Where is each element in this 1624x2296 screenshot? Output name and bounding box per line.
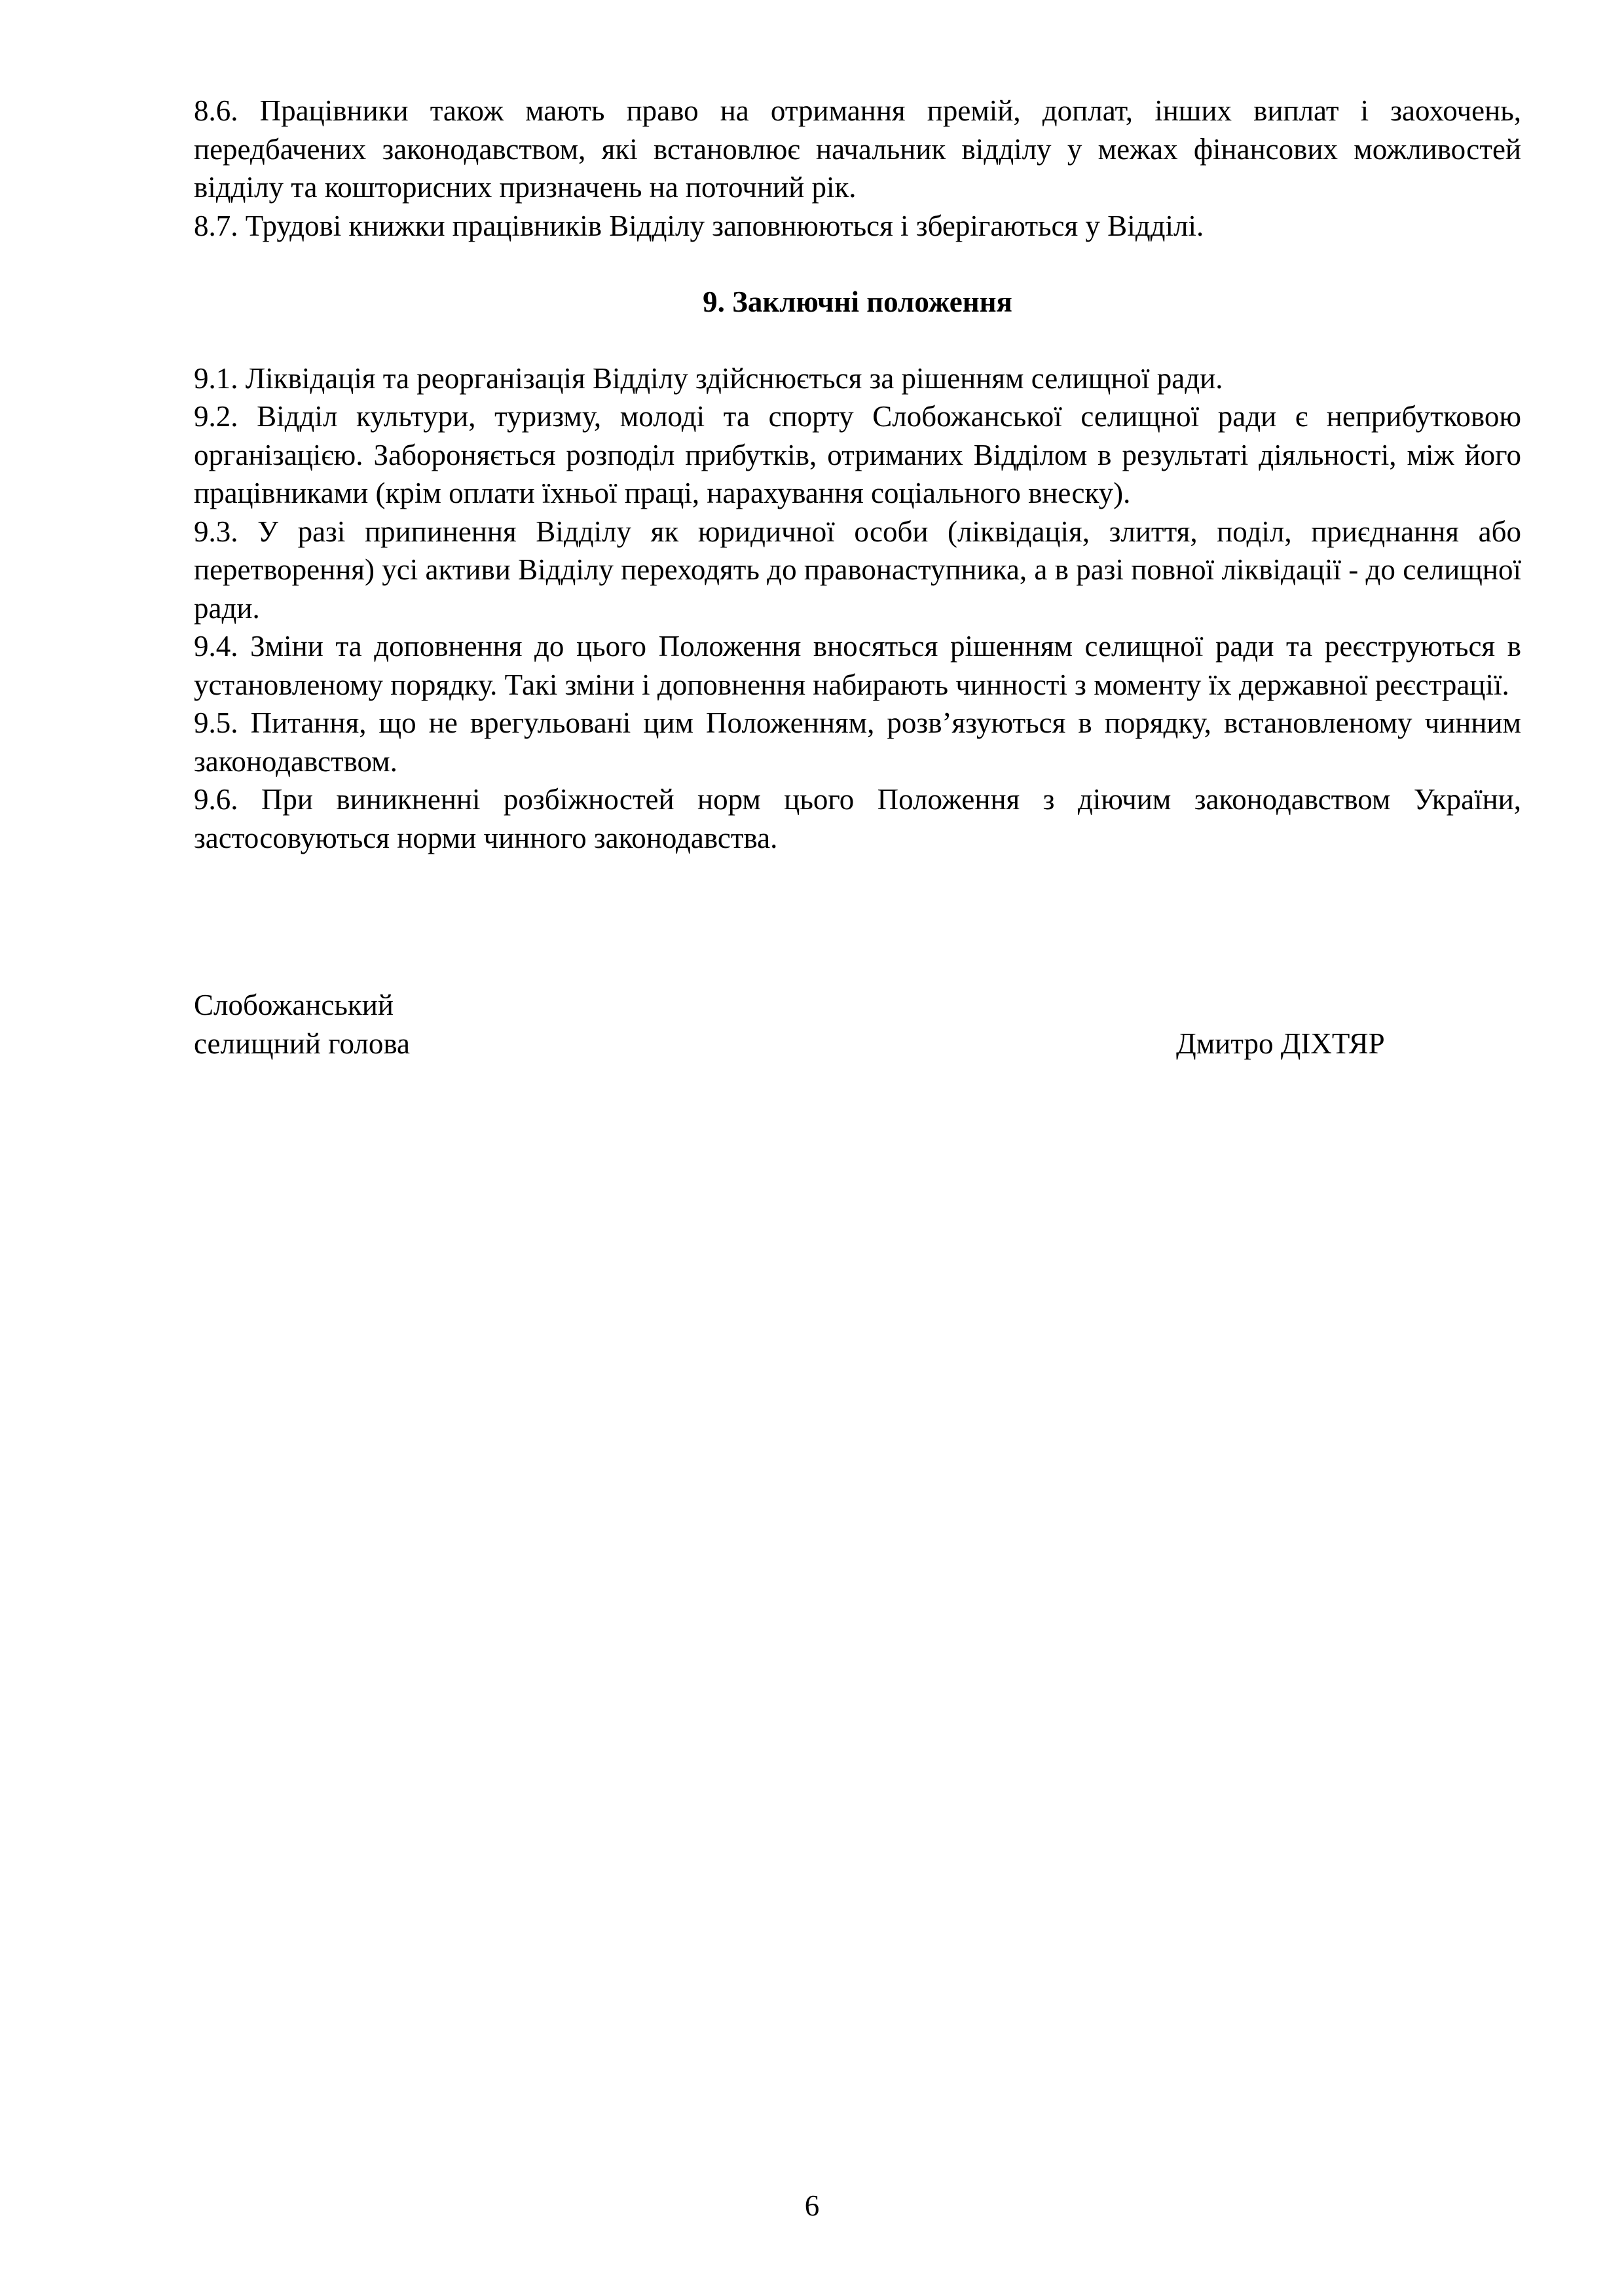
paragraph-8-7: 8.7. Трудові книжки працівників Відділу заповнюються і зберігаються у Відділі.: [194, 209, 1204, 242]
section-heading-9: 9. Заключні положення: [703, 285, 1012, 318]
paragraph-9-2: 9.2. Відділ культури, туризму, молоді та спорту Слобожанської селищної ради є неприбутковою організацією. Забороняється розподіл прибутків, отриманих Відділом в результаті діяльності, між його працівниками (крім оплати їхньої праці, нарахування соціального внеску).: [194, 400, 1521, 509]
signatory-title-line2: селищний голова: [194, 1027, 411, 1060]
paragraph-8-6: 8.6. Працівники також мають право на отримання премій, доплат, інших виплат і заохочень, передбачених законодавством, які встановлює начальник відділу у межах фінансових можливостей відділу та кошторисних призначень на поточний рік.: [194, 94, 1521, 204]
paragraph-9-5: 9.5. Питання, що не врегульовані цим Положенням, розв’язуються в порядку, встановленому чинним законодавством.: [194, 706, 1521, 778]
document-body: [194, 92, 1521, 857]
paragraph-9-1: 9.1. Ліквідація та реорганізація Відділу здійснюється за рішенням селищної ради.: [194, 361, 1223, 395]
paragraph-9-6: 9.6. При виникненні розбіжностей норм цього Положення з діючим законодавством України, застосовуються норми чинного законодавства.: [194, 783, 1521, 854]
signatory-title: [194, 986, 410, 1063]
signatory-title-line1: Слобожанський: [194, 989, 394, 1021]
page-number: 6: [804, 2189, 820, 2222]
signatory-name: Дмитро ДІХТЯР: [1176, 1027, 1385, 1060]
paragraph-9-3: 9.3. У разі припинення Відділу як юридичної особи (ліквідація, злиття, поділ, приєднання або перетворення) усі активи Відділу переходять до правонаступника, а в разі повної ліквідації - до селищної ради.: [194, 515, 1521, 625]
paragraph-9-4: 9.4. Зміни та доповнення до цього Положення вносяться рішенням селищної ради та реєструються в установленому порядку. Такі зміни і доповнення набирають чинності з моменту їх державної реєстрації.: [194, 630, 1521, 701]
